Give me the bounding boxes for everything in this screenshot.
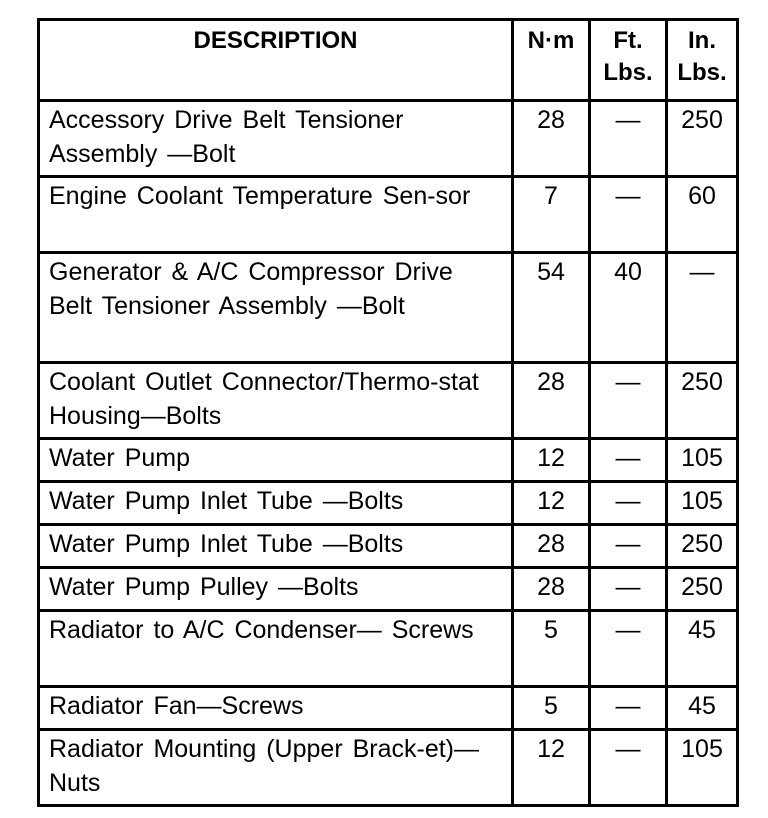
nm-cell: 54: [513, 253, 590, 363]
nm-cell: 5: [513, 687, 590, 730]
nm-cell: 12: [513, 482, 590, 525]
header-ft-lbs: Ft. Lbs.: [590, 20, 667, 101]
ft-lbs-cell: —: [590, 568, 667, 611]
table-row: [39, 363, 738, 439]
header-row: [39, 20, 738, 101]
description-cell: Water Pump: [39, 439, 513, 482]
torque-spec-table: [37, 18, 739, 807]
nm-cell: 7: [513, 177, 590, 253]
header-in-lbs: In. Lbs.: [667, 20, 738, 101]
nm-cell: 28: [513, 101, 590, 177]
in-lbs-cell: 250: [667, 525, 738, 568]
nm-cell: 28: [513, 363, 590, 439]
in-lbs-cell: 250: [667, 101, 738, 177]
nm-cell: 28: [513, 568, 590, 611]
in-lbs-cell: 45: [667, 687, 738, 730]
ft-lbs-cell: —: [590, 363, 667, 439]
table-row: [39, 482, 738, 525]
nm-cell: 12: [513, 730, 590, 806]
ft-lbs-cell: —: [590, 611, 667, 687]
header-nm: N·m: [513, 20, 590, 101]
in-lbs-cell: 105: [667, 439, 738, 482]
ft-lbs-cell: —: [590, 482, 667, 525]
ft-lbs-cell: —: [590, 525, 667, 568]
in-lbs-cell: 250: [667, 568, 738, 611]
in-lbs-cell: —: [667, 253, 738, 363]
description-cell: Coolant Outlet Connector/Thermo-stat Housing—Bolts: [39, 363, 513, 439]
ft-lbs-cell: 40: [590, 253, 667, 363]
table-row: [39, 177, 738, 253]
in-lbs-cell: 45: [667, 611, 738, 687]
nm-cell: 28: [513, 525, 590, 568]
description-cell: Water Pump Pulley —Bolts: [39, 568, 513, 611]
table-row: [39, 101, 738, 177]
description-cell: Engine Coolant Temperature Sen-sor: [39, 177, 513, 253]
table-row: [39, 525, 738, 568]
ft-lbs-cell: —: [590, 439, 667, 482]
ft-lbs-cell: —: [590, 177, 667, 253]
table-row: [39, 568, 738, 611]
table-row: [39, 253, 738, 363]
ft-lbs-cell: —: [590, 101, 667, 177]
table-row: [39, 687, 738, 730]
ft-lbs-cell: —: [590, 687, 667, 730]
description-cell: Accessory Drive Belt Tensioner Assembly —Bolt: [39, 101, 513, 177]
in-lbs-cell: 60: [667, 177, 738, 253]
header-description: DESCRIPTION: [39, 20, 513, 101]
description-cell: Radiator Fan—Screws: [39, 687, 513, 730]
nm-cell: 12: [513, 439, 590, 482]
description-cell: Water Pump Inlet Tube —Bolts: [39, 482, 513, 525]
table-row: [39, 730, 738, 806]
description-cell: Radiator Mounting (Upper Brack-et)—Nuts: [39, 730, 513, 806]
table-row: [39, 611, 738, 687]
nm-cell: 5: [513, 611, 590, 687]
description-cell: Water Pump Inlet Tube —Bolts: [39, 525, 513, 568]
description-cell: Generator & A/C Compressor Drive Belt Tensioner Assembly —Bolt: [39, 253, 513, 363]
in-lbs-cell: 250: [667, 363, 738, 439]
in-lbs-cell: 105: [667, 730, 738, 806]
ft-lbs-cell: —: [590, 730, 667, 806]
in-lbs-cell: 105: [667, 482, 738, 525]
table-row: [39, 439, 738, 482]
description-cell: Radiator to A/C Condenser— Screws: [39, 611, 513, 687]
